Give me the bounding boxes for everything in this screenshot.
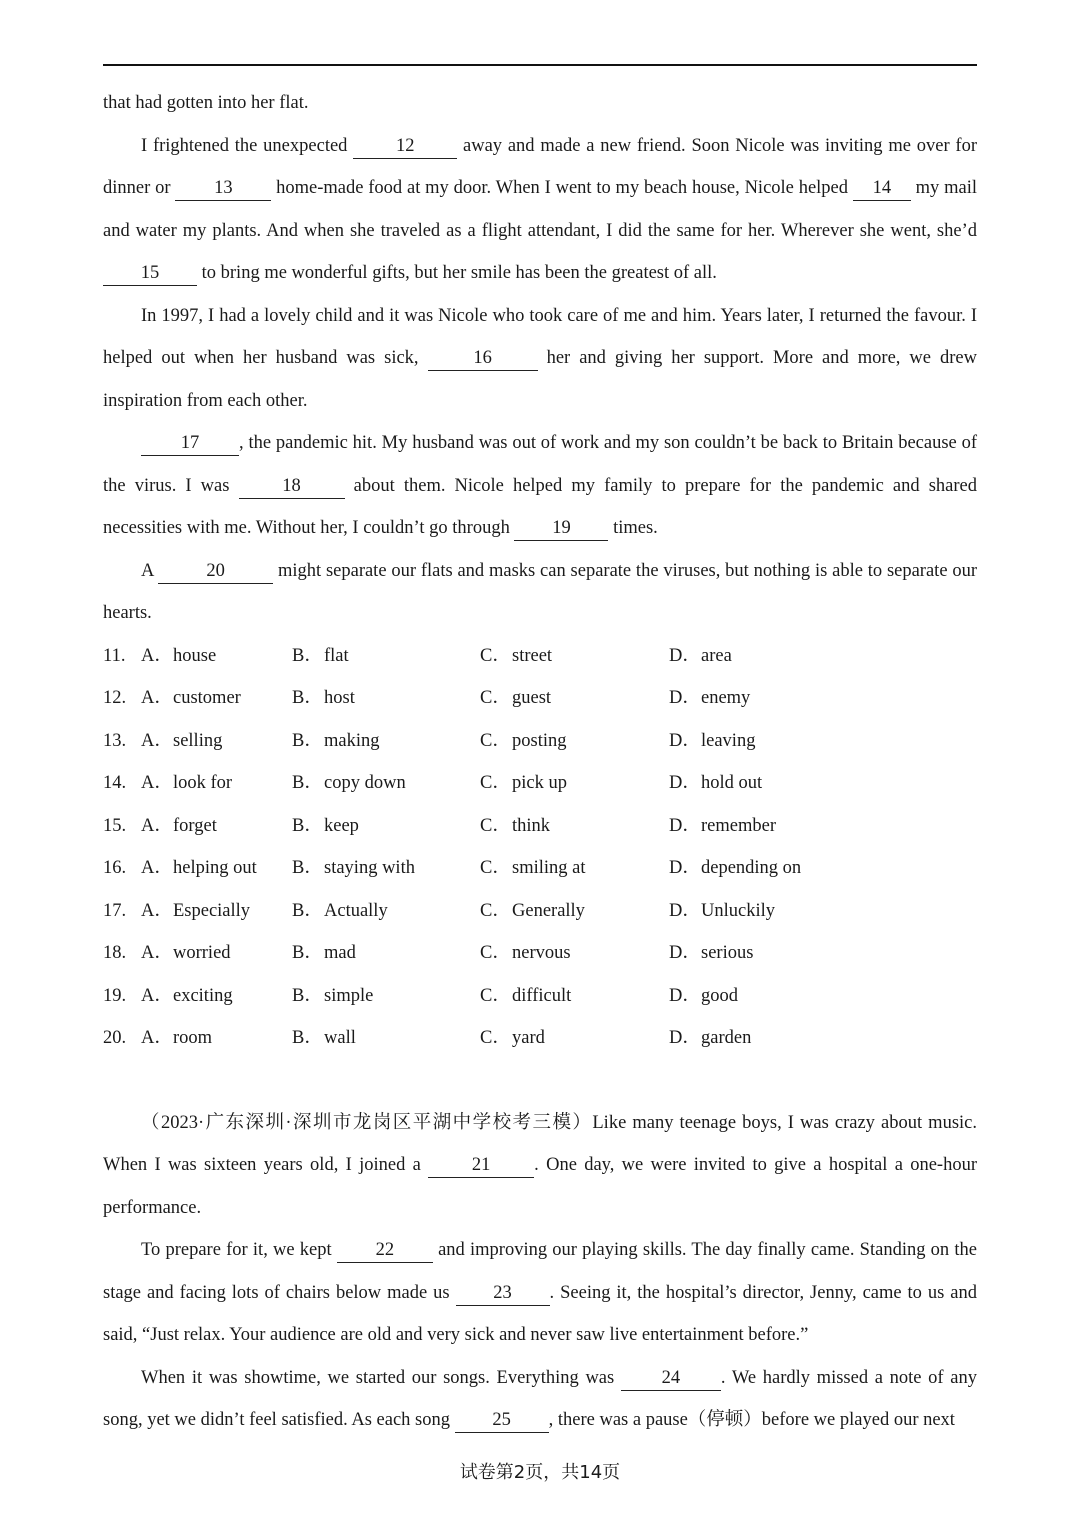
option-a: A． room bbox=[141, 1028, 213, 1048]
option-c: C． smiling at bbox=[480, 858, 586, 878]
option-a: A． selling bbox=[141, 730, 223, 751]
page-footer: 试卷第2页，共14页 bbox=[459, 1462, 621, 1483]
question-number: 16. bbox=[103, 858, 127, 878]
question-row bbox=[103, 677, 977, 720]
blank-25: 25 bbox=[455, 1410, 549, 1433]
option-b: B． keep bbox=[292, 815, 359, 836]
option-b: B． simple bbox=[292, 985, 374, 1006]
header-rule bbox=[103, 64, 977, 66]
passage2-paragraph: To prepare for it, we kept 22 and improving our playing skills. The day finally came. Standing on the stage and facing lots of chairs below made us 23 . Seeing it, the hospital’s director, Jenny, came to us and said, “Just relax. Your audience are old and very sick and never saw live entertainment before.” bbox=[103, 1240, 977, 1345]
option-c: C． Generally bbox=[480, 900, 585, 921]
blank-16: 16 bbox=[428, 348, 538, 371]
question-number: 17. bbox=[103, 900, 127, 921]
blank-23: 23 bbox=[456, 1283, 550, 1306]
question-row bbox=[103, 1017, 977, 1060]
blank-13: 13 bbox=[175, 178, 271, 201]
page-content bbox=[103, 82, 977, 1442]
option-a: A． worried bbox=[141, 943, 231, 963]
option-d: D． serious bbox=[669, 943, 754, 963]
option-d: D． enemy bbox=[669, 688, 751, 708]
passage1-paragraph: I frightened the unexpected 12 away and made a new friend. Soon Nicole was inviting me over for dinner or 13 home-made food at my door. When I went to my beach house, Nicole helped 14 my mail and water my plants. And when she traveled as a flight attendant, I did the same for her. Wherever she went, she’d 15 to bring me wonderful gifts, but her smile has been the greatest of all. bbox=[103, 125, 977, 295]
option-d: D． leaving bbox=[669, 730, 756, 751]
option-c: C． street bbox=[480, 645, 553, 666]
option-a: A． look for bbox=[141, 773, 233, 793]
question-row bbox=[103, 635, 977, 678]
option-b: B． wall bbox=[292, 1028, 356, 1048]
option-c: C． pick up bbox=[480, 773, 567, 793]
option-a: A． customer bbox=[141, 688, 241, 708]
option-d: D． remember bbox=[669, 815, 776, 836]
option-d: D． garden bbox=[669, 1028, 752, 1048]
passage2-paragraph: When it was showtime, we started our songs. Everything was 24 . We hardly missed a note of any song, yet we didn’t feel satisfied. As each song 25 , there was a pause（停顿）before we played our next bbox=[103, 1357, 977, 1442]
blank-14: 14 bbox=[853, 178, 911, 201]
question-number: 19. bbox=[103, 985, 127, 1006]
option-b: B． copy down bbox=[292, 773, 406, 793]
option-b: B． staying with bbox=[292, 858, 415, 878]
question-number: 11. bbox=[103, 645, 126, 666]
option-a: A． Especially bbox=[141, 900, 251, 921]
question-number: 18. bbox=[103, 943, 127, 963]
blank-18: 18 bbox=[239, 476, 345, 499]
question-number: 20. bbox=[103, 1028, 127, 1048]
blank-22: 22 bbox=[337, 1240, 433, 1263]
option-b: B． flat bbox=[292, 645, 349, 666]
option-b: B． host bbox=[292, 688, 355, 708]
blank-15: 15 bbox=[103, 263, 197, 286]
passage1-paragraph: In 1997, I had a lovely child and it was Nicole who took care of me and him. Years later, I returned the favour. I helped out when her husband was sick, 16 her and giving her support. More and more, we drew inspiration from each other. bbox=[103, 305, 977, 411]
question-row bbox=[103, 720, 977, 763]
option-c: C． guest bbox=[480, 688, 552, 708]
passage1-continuation: that had gotten into her flat. bbox=[103, 93, 309, 113]
question-number: 13. bbox=[103, 730, 127, 751]
question-number: 15. bbox=[103, 815, 127, 836]
option-c: C． nervous bbox=[480, 943, 571, 963]
question-row bbox=[103, 805, 977, 848]
passage1-paragraph: A 20 might separate our flats and masks can separate the viruses, but nothing is able to separate our hearts. bbox=[103, 560, 978, 623]
option-a: A． house bbox=[141, 645, 217, 666]
option-d: D． depending on bbox=[669, 858, 802, 878]
option-d: D． area bbox=[669, 645, 732, 666]
passage2-paragraph: （2023·广东深圳·深圳市龙岗区平湖中学校考三模）Like many teenage boys, I was crazy about music. When I was sixteen years old, I joined a 21 . One day, we were invited to give a hospital a one-hour performance. bbox=[103, 1112, 977, 1218]
option-c: C． yard bbox=[480, 1028, 545, 1048]
blank-20: 20 bbox=[158, 561, 273, 584]
blank-19: 19 bbox=[514, 518, 608, 541]
blank-24: 24 bbox=[621, 1368, 721, 1391]
option-a: A． forget bbox=[141, 815, 217, 836]
section-gap bbox=[103, 1060, 977, 1102]
option-c: C． think bbox=[480, 815, 551, 836]
option-c: C． posting bbox=[480, 730, 567, 751]
blank-17: 17 bbox=[141, 433, 239, 456]
question-number: 14. bbox=[103, 773, 127, 793]
question-row bbox=[103, 975, 977, 1018]
option-c: C． difficult bbox=[480, 985, 572, 1006]
passage1-paragraph: 17 , the pandemic hit. My husband was out of work and my son couldn’t be back to Britain because of the virus. I was 18 about them. Nicole helped my family to prepare for the pandemic and shared necessities with me. Without her, I couldn’t go through 19 times. bbox=[103, 422, 977, 550]
question-options bbox=[103, 635, 977, 1060]
option-a: A． exciting bbox=[141, 985, 233, 1006]
option-b: B． Actually bbox=[292, 900, 388, 921]
blank-12: 12 bbox=[353, 136, 457, 159]
option-a: A． helping out bbox=[141, 858, 257, 878]
question-row bbox=[103, 762, 977, 805]
question-row bbox=[103, 847, 977, 890]
option-d: D． good bbox=[669, 985, 738, 1006]
question-row bbox=[103, 932, 977, 975]
option-d: D． Unluckily bbox=[669, 900, 775, 921]
option-b: B． mad bbox=[292, 943, 356, 963]
option-b: B． making bbox=[292, 730, 380, 751]
question-number: 12. bbox=[103, 688, 127, 708]
blank-21: 21 bbox=[428, 1155, 534, 1178]
option-d: D． hold out bbox=[669, 773, 763, 793]
question-row bbox=[103, 890, 977, 933]
